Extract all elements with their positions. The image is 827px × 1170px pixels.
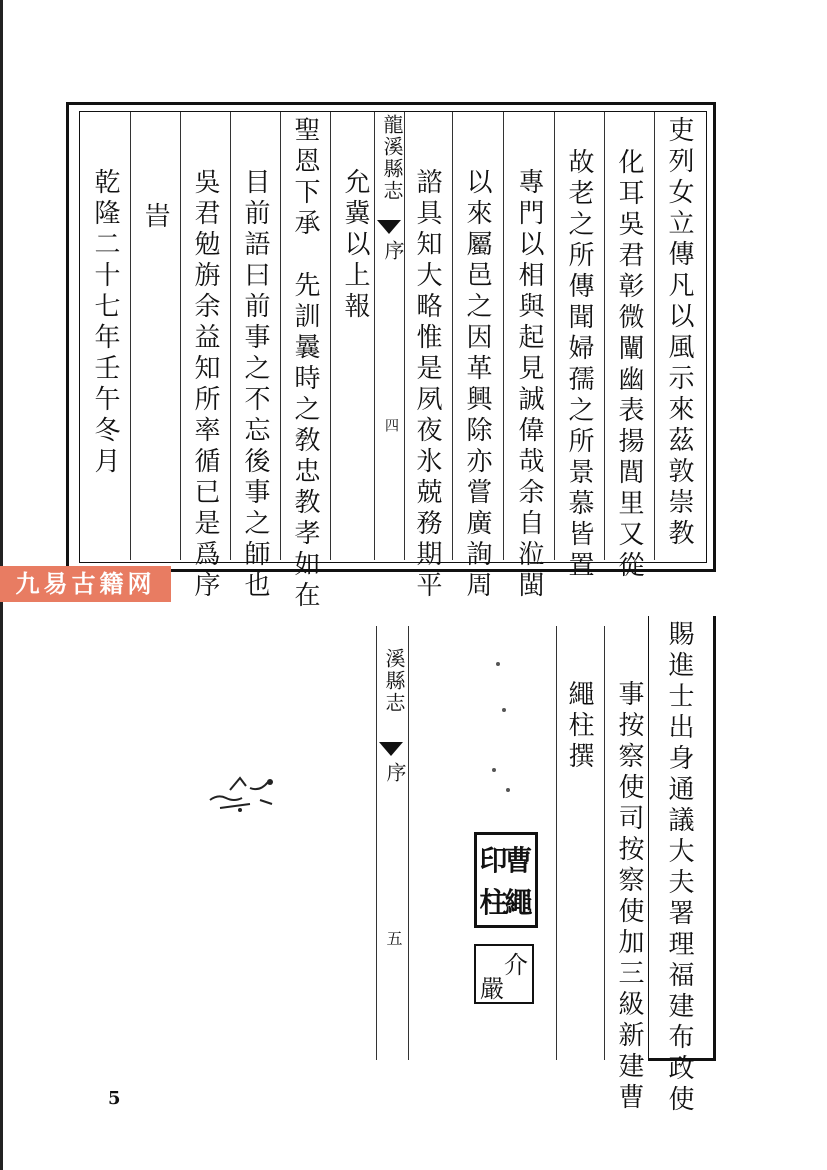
seal-char: 嚴	[480, 974, 504, 1003]
seal-char: 介	[504, 950, 528, 979]
fishtail-mark	[377, 220, 401, 234]
text-column-3: 故老之所傳聞婦孺之所景慕皆置	[564, 148, 594, 582]
text-column-9: 目前語曰前事之不忘後事之師也	[240, 168, 270, 602]
seal-stamp	[474, 944, 534, 1004]
text-column-11: 旹	[140, 202, 170, 233]
seal-char: 曹	[504, 844, 533, 877]
margin-book-title: 溪縣志	[382, 648, 406, 714]
margin-section: 序	[383, 762, 407, 784]
page-number: 5	[108, 1088, 121, 1109]
column-rule	[330, 112, 331, 560]
bottom-column-3: 繩柱撰	[564, 680, 594, 773]
column-rule	[556, 626, 557, 1060]
bottom-column-1: 賜進士出身通議大夫署理福建布政使	[664, 620, 694, 1116]
margin-page-number: 四	[383, 418, 399, 434]
seal-char: 柱	[479, 886, 508, 919]
margin-book-title: 龍溪縣志	[380, 114, 404, 202]
column-rule	[452, 112, 453, 560]
seal-char: 繩	[504, 886, 533, 919]
column-rule	[604, 626, 605, 1060]
ink-specks	[200, 760, 300, 820]
column-rule	[654, 112, 655, 560]
text-column-8: 聖恩下承 先訓曩時之敎忠教孝如在	[290, 116, 320, 612]
text-column-4: 專門以相與起見誠偉哉余自涖閩	[514, 168, 544, 602]
column-rule	[374, 112, 375, 560]
column-rule	[280, 112, 281, 560]
text-column-1: 吏列女立傳凡以風示來茲敦崇教	[664, 116, 694, 550]
margin-section: 序	[381, 240, 405, 262]
margin-page-number: 五	[384, 930, 403, 948]
fishtail-mark	[379, 742, 403, 756]
column-rule	[503, 112, 504, 560]
seal-stamp	[474, 832, 538, 928]
text-column-6: 諮具知大略惟是夙夜氷兢務期平	[412, 168, 442, 602]
text-column-7: 允冀以上報	[340, 168, 370, 323]
bottom-column-2: 事按察使司按察使加三級新建曹	[614, 680, 644, 1114]
column-rule	[180, 112, 181, 560]
seal-char: 印	[479, 844, 508, 877]
column-rule	[604, 112, 605, 560]
text-column-10: 吳君勉旃余益知所率循已是爲序	[190, 168, 220, 602]
column-rule	[130, 112, 131, 560]
column-rule	[376, 626, 377, 1060]
text-column-2: 化耳吳君彰微闡幽表揚閭里又從	[614, 148, 644, 582]
text-column-5: 以來屬邑之因革興除亦嘗廣詢周	[462, 168, 492, 602]
ink-specks	[478, 650, 518, 800]
text-column-12: 乾隆二十七年壬午冬月	[90, 168, 120, 478]
watermark-banner: 九易古籍网	[0, 566, 171, 602]
column-rule	[230, 112, 231, 560]
column-rule	[554, 112, 555, 560]
